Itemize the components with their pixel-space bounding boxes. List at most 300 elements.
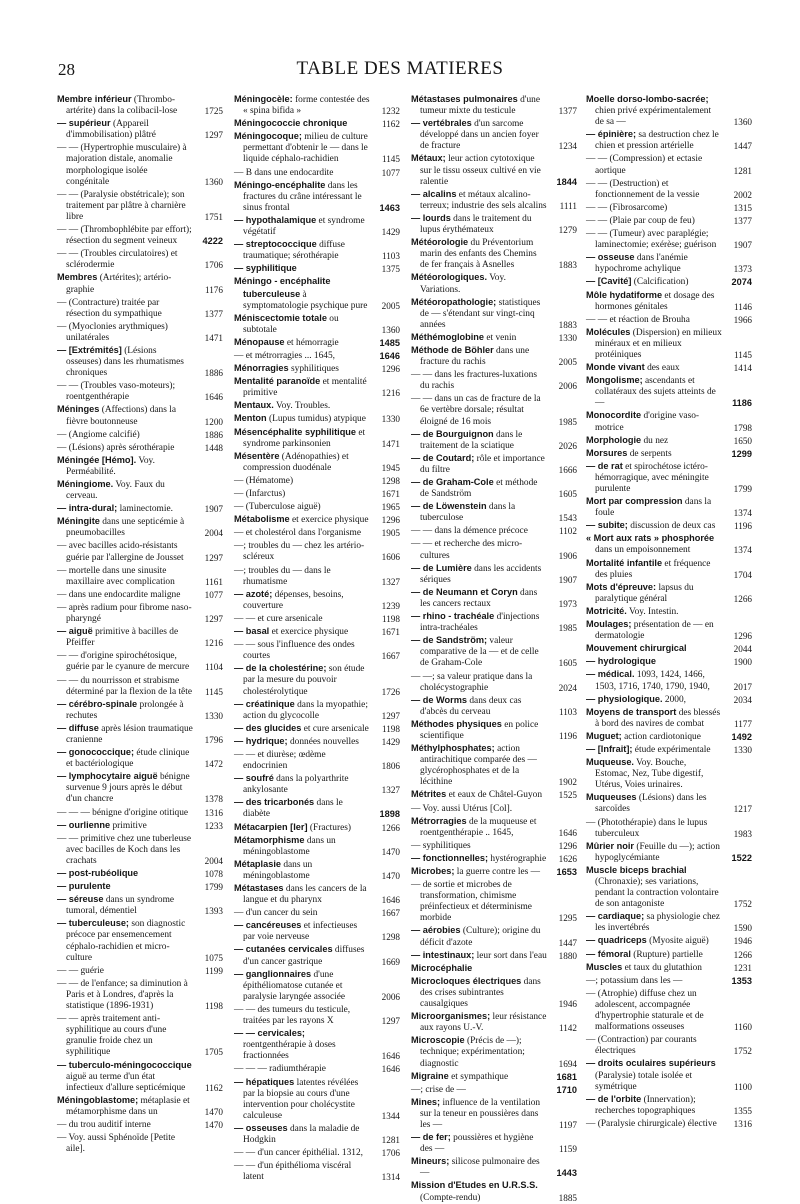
index-entry: [234, 118, 400, 130]
index-entry: [234, 835, 400, 858]
entry-page-ref: 1281: [381, 1134, 400, 1145]
index-entry: [586, 656, 752, 668]
entry-page-ref: 1725: [204, 106, 223, 117]
entry-heading: Mûrier noir: [586, 840, 634, 851]
entry-description: données nouvelles: [289, 736, 359, 747]
entry-heading: — alcalins: [411, 188, 457, 199]
entry-page-ref: 1281: [733, 165, 752, 176]
entry-heading: Méningocoque;: [234, 131, 302, 142]
entry-heading: — ganglionnaires: [234, 968, 312, 979]
index-entry: [57, 723, 223, 746]
entry-heading: Mortalité infantile: [586, 557, 663, 568]
entry-page-ref: 2034: [733, 694, 752, 705]
entry-description: du nez: [643, 435, 669, 446]
entry-page-ref: 1111: [559, 200, 577, 211]
entry-page-ref: 1146: [733, 301, 752, 312]
index-entry: [586, 669, 752, 692]
entry-heading: Monocordite: [586, 410, 642, 421]
entry-page-ref: 1907: [204, 504, 223, 515]
entry-description: et cure arsenicale: [303, 723, 369, 734]
entry-heading: Ménopause: [234, 336, 285, 347]
entry-heading: Microbes;: [411, 866, 455, 876]
entry-heading: Moulages;: [586, 619, 632, 630]
entry-heading: Môle hydatiforme: [586, 289, 663, 300]
entry-heading: Méninges: [57, 404, 100, 415]
entry-description: d'une épithéliomatose cutanée et paralysie laryngée associée: [243, 969, 346, 1002]
entry-heading: Méningocèle:: [234, 94, 293, 104]
entry-page-ref: 1470: [204, 1106, 223, 1117]
index-entry: [57, 404, 223, 427]
entry-description: — — — bénigne d'origine otitique: [57, 807, 189, 818]
entry-heading: — azoté;: [234, 588, 273, 599]
entry-page-ref: 1799: [204, 882, 223, 893]
entry-heading: Méthémoglobine: [411, 331, 484, 342]
entry-heading: Mines;: [411, 1096, 441, 1107]
entry-description: et syndrome végétatif: [243, 215, 365, 238]
entry-description: dans les accidents sériques: [420, 563, 542, 585]
entry-description: — — — radiumthérapie: [234, 1064, 326, 1075]
entry-page-ref: 1077: [204, 589, 223, 600]
entry-description: — avec bacilles acido-résistants guérie par l'allergine de Jousset: [57, 541, 184, 563]
entry-description: — — d'un épithélioma viscéral latent: [234, 1161, 352, 1183]
entry-heading: — fonctionnelles;: [411, 852, 489, 863]
index-entry: [234, 626, 400, 638]
entry-description: — après radium pour fibrome naso-pharyngé: [57, 602, 192, 625]
entry-description: forme contestée des « spina bifida »: [243, 95, 370, 117]
index-entry: [411, 719, 577, 742]
index-entry: [586, 290, 752, 313]
entry-heading: — rhino - trachéale: [411, 611, 495, 622]
entry-description: — (Atrophie) diffuse chez un adolescent, accompagnée d'hypertrophie staturale et de malformations osseuses: [586, 988, 704, 1033]
entry-description: — — d'origine spirochétosique, guérie par le cyanure de mercure: [57, 651, 190, 673]
entry-description: (Précis de —); technique; expérimentation; diagnostic: [420, 1036, 525, 1069]
index-entry: [234, 427, 400, 450]
entry-heading: Motricité.: [586, 605, 627, 616]
entry-page-ref: 1145: [204, 686, 223, 697]
entry-description: (Lésions) dans les sarcoïdes: [595, 793, 707, 815]
entry-page-ref: 1103: [381, 251, 400, 262]
entry-page-ref: 1266: [733, 949, 752, 960]
index-entry: [234, 413, 400, 425]
index-entry: [411, 393, 577, 427]
entry-description: de la muqueuse et roentgenthérapie .. 1645,: [420, 816, 537, 838]
entry-heading: — cardiaque;: [586, 911, 645, 922]
entry-description: dans des crises subintrantes causalgiques: [420, 976, 541, 1010]
index-entry: [57, 978, 223, 1012]
entry-page-ref: 1883: [558, 260, 577, 271]
index-entry: [57, 142, 223, 187]
entry-page-ref: 1378: [204, 794, 223, 805]
entry-description: — — dans un cas de fracture de la 6e vertèbre dorsale; résultat éloigné de 16 mois: [411, 394, 541, 427]
index-entry: [57, 321, 223, 344]
entry-page-ref: 1525: [558, 790, 577, 801]
entry-description: action antirachitique comparée des — glycérophosphates et de la lécithine: [420, 744, 537, 788]
index-entry: [234, 215, 400, 238]
index-entry: [57, 516, 223, 539]
entry-page-ref: 1907: [558, 574, 577, 585]
entry-heading: Microcloques électriques: [411, 975, 522, 986]
entry-description: d'origine vaso-motrice: [595, 411, 700, 433]
entry-heading: — cérébro-spinale: [57, 698, 138, 709]
entry-page-ref: 1945: [381, 462, 400, 473]
entry-heading: Métastases: [234, 883, 284, 893]
entry-heading: Molécules: [586, 326, 631, 337]
entry-page-ref: 1266: [733, 593, 752, 604]
index-entry: [57, 297, 223, 320]
page-header: [0, 58, 800, 84]
entry-description: — — sous l'influence des ondes courtes: [234, 640, 355, 662]
index-entry: [586, 558, 752, 581]
entry-page-ref: 1646: [381, 1051, 400, 1062]
index-entry: [411, 1035, 577, 1069]
entry-heading: Ménorragies: [234, 363, 289, 374]
entry-heading: — soufré: [234, 773, 274, 784]
index-entry: [234, 1077, 400, 1122]
entry-heading: — [Extrémités]: [57, 344, 122, 355]
entry-page-ref: 1231: [733, 962, 752, 973]
index-entry: [586, 744, 752, 756]
entry-description: — — et réaction de Brouha: [586, 314, 690, 325]
entry-heading: — hydrique;: [234, 735, 288, 746]
index-entry: [234, 969, 400, 1003]
entry-heading: Méniscectomie totale: [234, 312, 327, 323]
entry-description: et métaux alcalino-terreux; industrie des sels alcalins: [420, 189, 547, 211]
index-entry: [411, 477, 577, 500]
index-entry: [411, 611, 577, 634]
entry-description: et infectieuses par voie nerveuse: [243, 921, 358, 943]
entry-page-ref: 1330: [558, 332, 577, 343]
entry-page-ref: 1443: [556, 1168, 577, 1179]
entry-description: des eaux: [647, 363, 680, 374]
entry-description: (Fractures): [309, 822, 352, 833]
index-column-4: [586, 94, 752, 1129]
entry-description: d'une tumeur mixte du testicule: [420, 95, 540, 117]
entry-page-ref: 1104: [204, 662, 223, 673]
index-entry: [57, 224, 223, 247]
entry-heading: — subite;: [586, 520, 628, 531]
index-entry: [411, 976, 577, 1010]
index-entry: [234, 1028, 400, 1062]
entry-description: aiguë au terme d'un état infectieux d'allure septicémique: [66, 1071, 186, 1093]
entry-heading: — de Bourguignon: [411, 428, 494, 439]
entry-description: lapsus du paralytique général: [595, 582, 694, 604]
index-entry: [586, 520, 752, 532]
index-entry: [586, 619, 752, 642]
entry-page-ref: 1196: [558, 730, 577, 741]
entry-heading: — — cervicales;: [234, 1028, 305, 1039]
index-entry: [57, 747, 223, 770]
entry-page-ref: 1606: [381, 552, 400, 563]
entry-description: — d'un cancer du sein: [234, 908, 318, 919]
index-entry: [411, 950, 577, 962]
index-entry: [411, 1097, 577, 1131]
index-entry: [586, 153, 752, 176]
index-entry: [411, 153, 577, 187]
entry-description: prolongée à rechutes: [66, 699, 184, 721]
index-entry: [411, 94, 577, 117]
entry-heading: — [Infrait];: [586, 743, 633, 754]
entry-description: (Adénopathies) et compression duodénale: [243, 451, 349, 473]
entry-page-ref: 2024: [558, 682, 577, 693]
index-entry: [57, 429, 223, 441]
entry-description: — dans une endocardite maligne: [57, 589, 181, 600]
entry-heading: — gonococcique;: [57, 747, 135, 758]
entry-page-ref: 1233: [204, 820, 223, 831]
entry-heading: Météorologiques.: [411, 272, 488, 283]
entry-description: dans les cancers de la langue et du pharynx: [243, 884, 367, 906]
entry-page-ref: 1298: [381, 475, 400, 486]
entry-description: — — (Hypertrophie musculaire) à majoration distale, anomalie morphologique isolée congénitale: [57, 143, 187, 187]
index-entry: [234, 749, 400, 772]
index-entry: [586, 276, 752, 288]
entry-description: dans deux cas d'abcès du cerveau: [420, 695, 522, 717]
entry-description: son étude par la mesure du pouvoir cholestérolytique: [243, 664, 365, 697]
entry-page-ref: 1650: [733, 435, 752, 446]
entry-heading: — hydrologique: [586, 656, 656, 667]
entry-heading: Méningo - encéphalite tuberculeuse: [234, 276, 331, 299]
entry-heading: Métastases pulmonaires: [411, 94, 518, 104]
index-entry: [234, 337, 400, 349]
entry-page-ref: 1694: [558, 1058, 577, 1069]
entry-heading: Microorganismes;: [411, 1011, 491, 1022]
index-entry: [411, 671, 577, 694]
entry-description: primitive à bacilles de Pfeiffer: [66, 627, 179, 649]
entry-page-ref: 1752: [733, 1046, 752, 1057]
index-entry: [586, 911, 752, 934]
entry-description: — —; sa valeur pratique dans la cholécystographie: [411, 671, 533, 693]
entry-page-ref: 1297: [204, 130, 223, 141]
entry-description: — — (Fibrosarcome): [586, 202, 668, 213]
entry-description: de serpents: [629, 448, 672, 459]
entry-heading: — de Sandström;: [411, 635, 488, 646]
entry-heading: Méningée [Hémo].: [57, 454, 137, 465]
entry-heading: — de Worms: [411, 694, 467, 705]
entry-heading: — quadriceps: [586, 935, 647, 946]
entry-description: rôle et importance du filtre: [420, 453, 545, 475]
index-entry: [586, 582, 752, 605]
entry-page-ref: 1186: [732, 398, 752, 409]
entry-description: — — et recherche des micro-cultures: [411, 539, 523, 561]
entry-page-ref: 1429: [381, 736, 400, 747]
entry-page-ref: 1447: [733, 141, 752, 152]
entry-description: dans un syndrome tumoral, démentiel: [66, 895, 175, 917]
entry-page-ref: 1906: [558, 550, 577, 561]
index-entry: [411, 816, 577, 839]
entry-description: — (Tuberculose aiguë): [234, 502, 321, 513]
entry-description: — — et cure arsenicale: [234, 613, 323, 624]
entry-description: (Culture); origine du déficit d'azote: [420, 926, 541, 948]
entry-page-ref: 1543: [558, 513, 577, 524]
entry-description: — Voy. aussi Sphénoïde [Petite aile].: [57, 1133, 176, 1155]
entry-heading: Métamorphisme: [234, 834, 305, 845]
index-entry: [411, 1180, 577, 1203]
index-entry: [234, 540, 400, 563]
index-entry: [234, 1063, 400, 1075]
entry-heading: — tuberculeuse;: [57, 918, 129, 929]
entry-page-ref: 1297: [204, 614, 223, 625]
entry-description: — — (Tumeur) avec paraplégie; laminectomie; exérèse; guérison: [586, 229, 717, 251]
index-entry: [411, 1156, 577, 1179]
entry-heading: — osseuses: [234, 1122, 288, 1133]
index-entry: [57, 675, 223, 698]
entry-heading: — droits oculaires supérieurs: [586, 1058, 716, 1069]
entry-heading: Microcéphalie: [411, 962, 473, 973]
index-entry: [586, 228, 752, 251]
entry-description: et spirochétose ictéro-hémorragique, avec méningite purulente: [595, 461, 709, 494]
entry-page-ref: 1799: [733, 484, 752, 494]
entry-heading: — osseuse: [586, 252, 635, 263]
entry-description: hystérographie: [490, 853, 547, 864]
entry-page-ref: 1973: [558, 598, 577, 609]
index-entry: [586, 129, 752, 152]
entry-page-ref: 2005: [381, 300, 400, 311]
entry-page-ref: 2004: [204, 855, 223, 866]
index-entry: [411, 369, 577, 392]
index-entry: [586, 215, 752, 227]
entry-heading: — intestinaux;: [411, 949, 475, 960]
index-entry: [586, 410, 752, 433]
entry-description: — — (Paralysie obstétricale); son traitement par plâtre à charnière libre: [57, 189, 186, 222]
entry-description: — — après traitement anti-syphilitique au cours d'une granulie froide chez un syphilitique: [57, 1014, 167, 1058]
index-entry: [234, 797, 400, 820]
entry-description: (Affections) dans la fièvre boutonneuse: [66, 405, 176, 427]
entry-page-ref: 1946: [733, 936, 752, 947]
entry-description: bénigne survenue 9 jours après le début d'un chancre: [66, 772, 190, 805]
index-entry: [234, 276, 400, 311]
entry-description: (Innervation); recherches topographiques: [595, 1094, 696, 1116]
entry-page-ref: 1880: [558, 950, 577, 961]
entry-page-ref: 1447: [558, 937, 577, 948]
entry-description: (Lupus tumidus) atypique: [269, 414, 366, 425]
entry-page-ref: 1626: [558, 853, 577, 864]
entry-heading: Muguet;: [586, 730, 622, 741]
entry-page-ref: 1646: [204, 392, 223, 403]
entry-heading: Méningiome.: [57, 479, 114, 489]
entry-description: — et métrorragies ... 1645,: [234, 350, 336, 361]
entry-description: poussières et hygiène des —: [420, 1133, 534, 1155]
entry-heading: — lourds: [411, 212, 451, 223]
entry-heading: — tuberculo-méningococcique: [57, 1059, 192, 1070]
entry-page-ref: 1239: [381, 600, 400, 611]
entry-description: en police scientifique: [420, 719, 539, 741]
entry-page-ref: 1463: [379, 202, 400, 213]
entry-heading: — de fer;: [411, 1132, 451, 1143]
index-entry: [411, 743, 577, 788]
entry-description: — — et diurèse; œdème endocrinien: [234, 749, 326, 772]
index-entry: [411, 789, 577, 801]
index-entry: [411, 501, 577, 524]
entry-page-ref: 1327: [381, 576, 400, 587]
entry-page-ref: 1344: [381, 1110, 400, 1121]
index-entry: [57, 833, 223, 867]
entry-heading: Méningite: [57, 516, 100, 527]
entry-heading: Morphologie: [586, 434, 642, 445]
entry-heading: Métabolisme: [234, 514, 290, 525]
index-entry: [234, 736, 400, 748]
entry-page-ref: 1666: [558, 464, 577, 475]
entry-page-ref: 1522: [731, 852, 752, 863]
entry-page-ref: 1314: [381, 1172, 400, 1183]
index-entry: [57, 1060, 223, 1094]
entry-description: son diagnostic précoce par ensemencement céphalo-rachidien et micro-culture: [66, 919, 186, 963]
entry-description: dans le traitement du lupus érythémateux: [420, 213, 532, 236]
entry-heading: Microscopie: [411, 1035, 465, 1046]
entry-heading: Mésencéphalite syphilitique: [234, 426, 357, 437]
entry-heading: — purulente: [57, 881, 111, 892]
index-entry: [57, 918, 223, 963]
entry-page-ref: 1200: [204, 416, 223, 427]
entry-description: —; crise de —: [411, 1084, 466, 1095]
index-entry: [411, 297, 577, 331]
entry-heading: Météoropathologie;: [411, 296, 497, 307]
entry-heading: Mots d'épreuve:: [586, 581, 657, 592]
index-entry: [586, 935, 752, 947]
entry-description: Voy. Troubles.: [276, 401, 331, 412]
entry-page-ref: 1965: [381, 502, 400, 513]
entry-description: dans le diabète: [243, 798, 343, 820]
index-entry: [234, 363, 400, 375]
entry-description: dans le traitement de la sciatique: [420, 429, 523, 451]
entry-page-ref: 1605: [558, 489, 577, 500]
entry-description: action cardiotonique: [624, 731, 701, 742]
entry-description: 2000,: [664, 694, 687, 705]
index-entry: [586, 252, 752, 275]
entry-description: valeur comparative de la — et de celle de Graham-Cole: [420, 636, 539, 669]
entry-description: et dosage des hormones génitales: [595, 290, 715, 312]
index-entry: [57, 345, 223, 379]
entry-heading: — de rat: [586, 460, 623, 471]
entry-page-ref: 1946: [558, 999, 577, 1010]
entry-page-ref: 1297: [381, 710, 400, 721]
index-entry: [234, 400, 400, 412]
entry-heading: — cancéreuses: [234, 920, 302, 931]
entry-description: et méthode de Sandström: [420, 478, 538, 500]
entry-page-ref: 1907: [733, 240, 752, 251]
entry-description: — — primitive chez une tuberleuse avec bacilles de Koch dans les crachats: [57, 833, 192, 866]
index-entry: [411, 803, 577, 815]
index-entry: [411, 332, 577, 344]
entry-heading: — ourlienne: [57, 819, 111, 830]
entry-page-ref: 1605: [558, 658, 577, 669]
entry-page-ref: 1360: [204, 176, 223, 187]
entry-page-ref: 1145: [381, 154, 400, 165]
entry-page-ref: 1902: [558, 777, 577, 788]
entry-heading: — post-rubéolique: [57, 868, 139, 878]
entry-page-ref: 1145: [733, 349, 752, 360]
entry-heading: Mongolisme;: [586, 375, 643, 386]
entry-heading: Mentalité paranoïde: [234, 376, 321, 387]
entry-page-ref: 1198: [381, 723, 400, 734]
entry-page-ref: 1197: [558, 1119, 577, 1130]
entry-page-ref: 1217: [733, 804, 752, 815]
entry-heading: — physiologique.: [586, 693, 663, 704]
entry-description: — — (Destruction) et fonctionnement de la vessie: [586, 178, 700, 200]
index-entry: [57, 626, 223, 649]
entry-page-ref: 1667: [381, 908, 400, 919]
entry-description: (Paralysie) totale isolée et symétrique: [595, 1070, 693, 1092]
index-entry: [234, 475, 400, 487]
entry-description: — — (Plaie par coup de feu): [586, 215, 695, 226]
entry-description: dans la polyarthrite ankylosante: [243, 774, 349, 796]
index-entry: [411, 1084, 577, 1096]
entry-page-ref: 1355: [733, 1105, 752, 1116]
entry-description: dépenses, besoins, couverture: [243, 589, 344, 611]
entry-heading: — hypothalamique: [234, 214, 317, 225]
index-entry: [57, 540, 223, 563]
entry-page-ref: 1360: [733, 117, 752, 128]
entry-page-ref: 1330: [204, 710, 223, 721]
entry-heading: Métacarpien [Ier]: [234, 821, 308, 832]
